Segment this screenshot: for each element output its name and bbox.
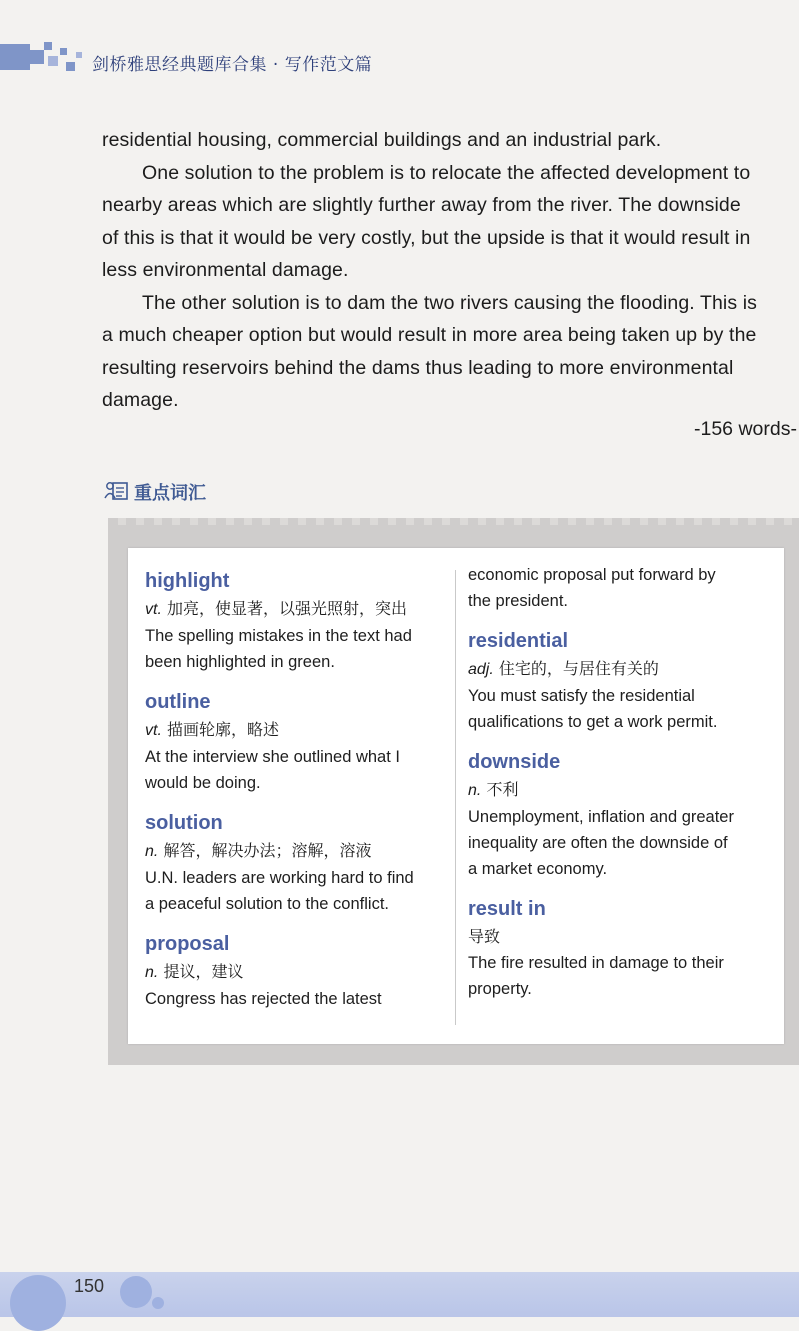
- essay-text: [102, 124, 799, 417]
- vocab-example: At the interview she outlined what I: [145, 748, 400, 766]
- vocab-definition: n. 解答，解决办法；溶解，溶液: [145, 841, 372, 860]
- vocab-entry-outline: [145, 687, 445, 796]
- essay-line: of this is that it would be very costly, but the upside is that it would result in: [102, 226, 751, 249]
- vocab-word: highlight: [145, 570, 230, 592]
- vocab-column-left: [145, 566, 445, 1024]
- vocab-entry-result-in: [468, 894, 768, 1002]
- vocab-entry-residential: [468, 626, 768, 735]
- vocab-word: residential: [468, 630, 569, 652]
- vocab-definition: 导致: [468, 927, 501, 946]
- vocab-example: economic proposal put forward by: [468, 566, 716, 584]
- vocab-entry-proposal: [145, 929, 445, 1012]
- vocab-example: the president.: [468, 592, 568, 610]
- vocab-word: result in: [468, 898, 546, 920]
- vocab-word: proposal: [145, 933, 230, 955]
- vocab-definition: n. 不利: [468, 780, 519, 799]
- column-divider: [455, 570, 456, 1025]
- notebook-icon: [104, 479, 130, 506]
- vocab-example: U.N. leaders are working hard to find: [145, 869, 414, 887]
- vocab-definition: vt. 加亮，使显著，以强光照射，突出: [145, 599, 407, 618]
- vocab-example: You must satisfy the residential: [468, 687, 695, 705]
- vocab-example: a peaceful solution to the conflict.: [145, 895, 389, 913]
- essay-line: residential housing, commercial buildings and an industrial park.: [102, 129, 662, 151]
- essay-line: less environmental damage.: [102, 259, 349, 281]
- vocab-word: downside: [468, 751, 561, 773]
- header-title: 剑桥雅思经典题库合集 · 写作范文篇: [92, 55, 373, 75]
- vocab-word: solution: [145, 812, 223, 834]
- page-header: [0, 38, 799, 82]
- vocab-example: would be doing.: [145, 774, 261, 792]
- vocab-definition: n. 提议，建议: [145, 962, 244, 981]
- essay-line: a much cheaper option but would result in more area being taken up by the: [102, 324, 757, 346]
- vocab-example: inequality are often the downside of: [468, 834, 728, 852]
- vocab-entry-solution: [145, 808, 445, 917]
- vocab-section-heading: [104, 478, 206, 506]
- vocab-word: outline: [145, 691, 211, 713]
- essay-line: nearby areas which are slightly further away from the river. The downside: [102, 194, 741, 216]
- vocab-example: Congress has rejected the latest: [145, 990, 382, 1008]
- vocab-example: qualifications to get a work permit.: [468, 713, 718, 731]
- footer-circle-decoration: [152, 1297, 164, 1309]
- essay-line: One solution to the problem is to relocate the affected development to: [142, 161, 751, 184]
- vocab-entry-proposal-continued: [468, 562, 768, 614]
- vocab-example: The fire resulted in damage to their: [468, 954, 724, 972]
- footer-circle-decoration: [120, 1276, 152, 1308]
- vocab-heading-title: 重点词汇: [134, 483, 206, 504]
- vocab-example: been highlighted in green.: [145, 653, 335, 671]
- essay-line: The other solution is to dam the two rivers causing the flooding. This is: [142, 291, 757, 314]
- vocab-definition: vt. 描画轮廓，略述: [145, 720, 279, 739]
- vocab-example: The spelling mistakes in the text had: [145, 627, 412, 645]
- vocab-entry-downside: [468, 747, 768, 882]
- vocab-entry-highlight: [145, 566, 445, 675]
- word-count: -156 words-: [694, 418, 797, 440]
- vocab-example: property.: [468, 980, 532, 998]
- page-number: 150: [74, 1276, 105, 1296]
- vocab-column-right: [468, 562, 768, 1014]
- vocab-example: a market economy.: [468, 860, 608, 878]
- essay-line: resulting reservoirs behind the dams thus leading to more environmental: [102, 356, 734, 379]
- vocab-example: Unemployment, inflation and greater: [468, 808, 734, 826]
- vocab-definition: adj. 住宅的，与居住有关的: [468, 659, 659, 678]
- footer-circle-decoration: [10, 1275, 66, 1331]
- essay-line: damage.: [102, 389, 179, 411]
